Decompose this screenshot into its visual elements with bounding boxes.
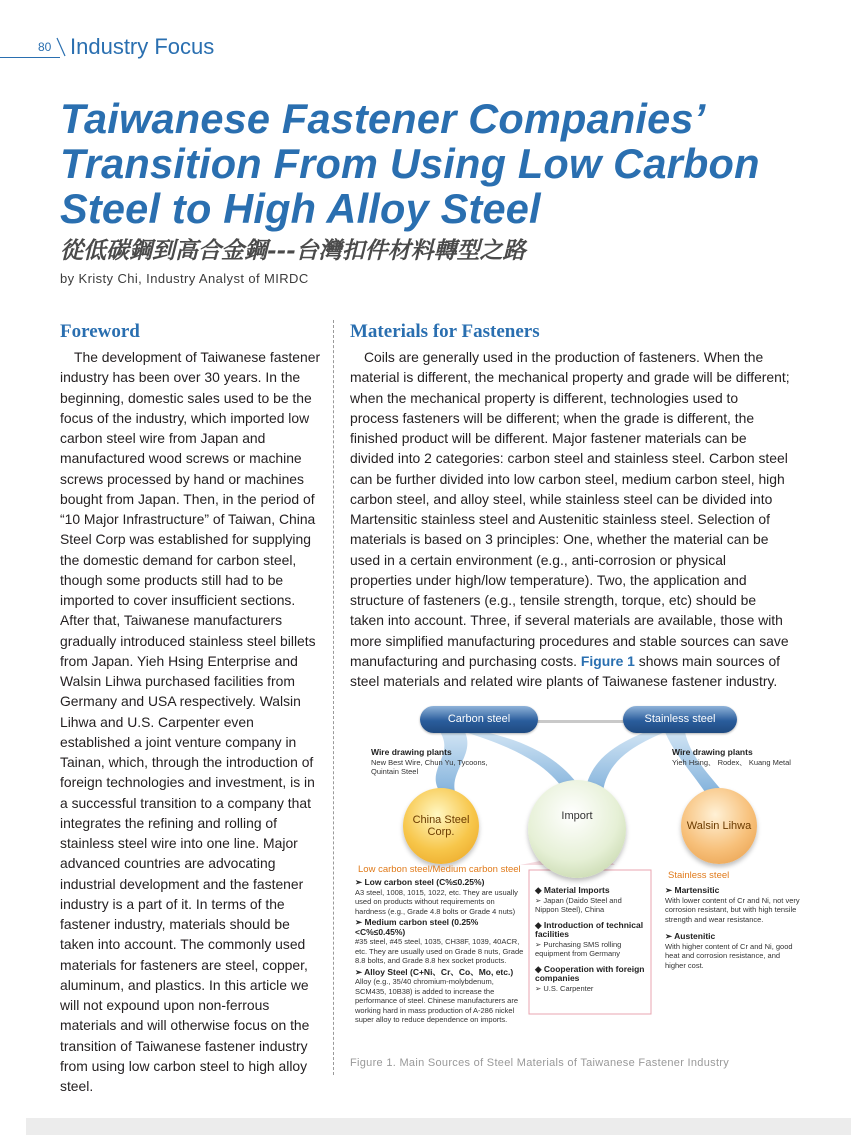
page-number: 80 <box>38 40 52 54</box>
materials-body <box>350 347 790 691</box>
wire-plants-right-title: Wire drawing plants <box>672 747 753 757</box>
wire-plants-right-text: Yieh Hsing、 Rodex、 Kuang Metal <box>672 757 791 767</box>
materials-text: Coils are generally used in the production of fasteners. When the material is different, the mechanical property and grade will be different; when the mechanical property is different, technologies used to process fasteners will be different; when the grade is different, the finished product will be different. Major fastener materials can be divided into 2 categories: carbon steel and stainless steel. Carbon steel can be further divided into low carbon steel, medium carbon steel, high carbon steel, and alloy steel, while stainless steel can be divided into Martensitic stainless steel and Austenitic stainless steel. Selection of materials is based on 3 principles: One, whether the material can be used in a certain environment (e.g., anti-corrosion or physical properties under high/low temperature). Two, the application and structure of fasteners (e.g., tensile strength, torque, etc) should be taken into account. Three, if several materials are available, those with more simplified manufacturing procedures and stable sources can save manufacturing and purchasing costs. <box>350 349 790 669</box>
mid-item-text: Purchasing SMS rolling equipment from Germany <box>535 939 622 958</box>
right-item: ➢ Martensitic With lower content of Cr and Ni, not very corrosion resistant, but with high tensile strength and wear resistance. <box>665 885 800 924</box>
byline: by Kristy Chi, Industry Analyst of MIRDC <box>60 271 309 286</box>
import-label: Import <box>561 810 593 822</box>
right-group-heading: Stainless steel <box>668 870 730 881</box>
left-item: ➢ Alloy Steel (C+Ni、Cr、Co、Mo, etc.) Alloy (e.g., 35/40 chromium-molybdenum, SCM435, 10B38) is added to increase the performance of steel. Chinese manufacturers are working hard in mass production of A-286 nickel super alloy to reduce dependence on imports. <box>355 968 527 1025</box>
header-rule <box>0 57 60 58</box>
left-item: ➢ Low carbon steel (C%≤0.25%) A3 steel, 1008, 1015, 1022, etc. They are usually used on products without requirements on hardness (e.g., Grade 4.8 bolts or Grade 4 nuts) <box>355 878 527 916</box>
carbon-steel-pill: Carbon steel <box>420 706 538 733</box>
mid-item: ◆ Material Imports ➢ Japan (Daido Steel and Nippon Steel), China <box>535 885 622 914</box>
mid-item: ◆ Cooperation with foreign companies ➢ U.S. Carpenter <box>535 963 645 993</box>
foreword-body <box>60 347 321 1096</box>
right-item-title: Austenitic <box>674 931 716 941</box>
mid-item-title: Cooperation with foreign companies <box>535 963 645 983</box>
foreword-paragraph: The development of Taiwanese fastener industry has been over 30 years. In the beginning, domestic sales used to be the focus of the industry, which imported low carbon steel wire from Japan and manufactured wood screws or machine screws processed by hand or machines bought from Japan. Then, in the period of “10 Major Infrastructure” of Taiwan, China Steel Corp was established for supplying the domestic demand for carbon steel, though some products still had to be imported to cover insufficient sections. After that, Taiwanese manufacturers gradually introduced stainless steel billets from Japan. Yieh Hsing Enterprise and Walsin Lihwa purchased facilities from Germany and USA respectively. Walsin Lihwa and U.S. Carpenter even established a joint venture company in Tainan, which, through the introduction of foreign technologies and investment, is in a successful transition to a company that integrates the refining and rolling of stainless steel wire into one line. Major advanced countries are advocating industrial development and the fastener industry is a part of it. In terms of the fastener industry, materials should be taken into account. The commonly used materials for fasteners are steel, copper, aluminum, and plastics. In this article we will not expound upon non-ferrous materials and will otherwise focus on the transition of Taiwanese fastener industry from using low carbon steel to high alloy steel. <box>60 349 321 1094</box>
left-item: ➢ Medium carbon steel (0.25%<C%≤0.45%) #35 steel, #45 steel, 1035, CH38F, 1039, 40ACR, etc. They are usually used on Grade 8 nuts, Grade 8.8 bolts, and Grade 8.8 hex socket products. <box>355 918 527 966</box>
left-item-title: Medium carbon steel (0.25%<C%≤0.45%) <box>355 917 479 937</box>
figure-caption: Figure 1. Main Sources of Steel Materials of Taiwanese Fastener Industry <box>350 1057 730 1069</box>
left-group-heading: Low carbon steel/Medium carbon steel <box>358 864 521 875</box>
materials-paragraph <box>350 347 790 691</box>
left-item-text: A3 steel, 1008, 1015, 1022, etc. They are usually used on products without requirements on hardness (e.g., Grade 4.8 bolts or Grade 4 nuts) <box>355 887 518 916</box>
article-title: Taiwanese Fastener Companies’ Transition From Using Low Carbon Steel to High Alloy Steel <box>60 95 760 232</box>
section-title: Industry Focus <box>70 34 215 59</box>
china-steel-circle <box>403 788 479 864</box>
left-item-text: Alloy (e.g., 35/40 chromium-molybdenum, SCM435, 10B38) is added to increase the performance of steel. Chinese manufacturers are working hard in mass production of A-286 nickel super alloy to reduce dependence on imports. <box>355 977 518 1024</box>
right-item-title: Martensitic <box>674 885 720 895</box>
mid-item-text: Japan (Daido Steel and Nippon Steel), China <box>535 895 622 914</box>
left-item-text: #35 steel, #45 steel, 1035, CH38F, 1039, 40ACR, etc. They are usually used on Grade 8 nuts, Grade 8.8 bolts, and Grade 8.8 hex socket products. <box>355 937 524 965</box>
mid-item-title: Introduction of technical facilities <box>535 919 644 939</box>
middle-group-list <box>535 886 647 993</box>
right-item-text: With higher content of Cr and Ni, good heat and corrosion resistance, and higher cost. <box>665 941 793 970</box>
page-footer-band <box>26 1118 851 1135</box>
walsin-lihwa-label: Walsin Lihwa <box>686 820 752 832</box>
china-steel-label: China Steel Corp. <box>412 814 470 838</box>
right-item: ➢ Austenitic With higher content of Cr and Ni, good heat and corrosion resistance, and higher cost. <box>665 932 800 970</box>
left-group-list <box>355 878 527 1025</box>
walsin-lihwa-circle <box>681 788 757 864</box>
materials-text-end: shows main sources of steel materials and related wire plants of Taiwanese fastener industry. <box>350 652 781 689</box>
figure-1-diagram <box>345 700 815 1030</box>
left-item-title: Low carbon steel (C%≤0.25%) <box>364 877 485 887</box>
stainless-steel-pill: Stainless steel <box>623 706 737 733</box>
right-item-text: With lower content of Cr and Ni, not very corrosion resistant, but with high tensile strength and wear resistance. <box>665 895 800 924</box>
wire-plants-left <box>371 748 491 777</box>
wire-plants-left-title: Wire drawing plants <box>371 747 452 757</box>
wire-plants-left-text: New Best Wire, Chun Yu, Tycoons, Quintain Steel <box>371 757 488 776</box>
mid-item: ◆ Introduction of technical facilities ➢ Purchasing SMS rolling equipment from Germany <box>535 919 644 958</box>
left-item-title: Alloy Steel (C+Ni、Cr、Co、Mo, etc.) <box>364 966 514 977</box>
column-divider <box>333 320 334 1075</box>
figure-1-link[interactable]: Figure 1 <box>580 652 635 669</box>
mid-item-title: Material Imports <box>543 885 610 895</box>
right-group-list <box>665 886 800 970</box>
import-circle <box>528 780 626 878</box>
foreword-heading: Foreword <box>60 321 140 342</box>
mid-item-text: U.S. Carpenter <box>543 983 594 993</box>
header-slash-divider <box>55 36 67 58</box>
materials-heading: Materials for Fasteners <box>350 321 540 342</box>
article-title-chinese: 從低碳鋼到高合金鋼---台灣扣件材料轉型之路 <box>60 237 526 264</box>
wire-plants-right <box>672 748 812 767</box>
